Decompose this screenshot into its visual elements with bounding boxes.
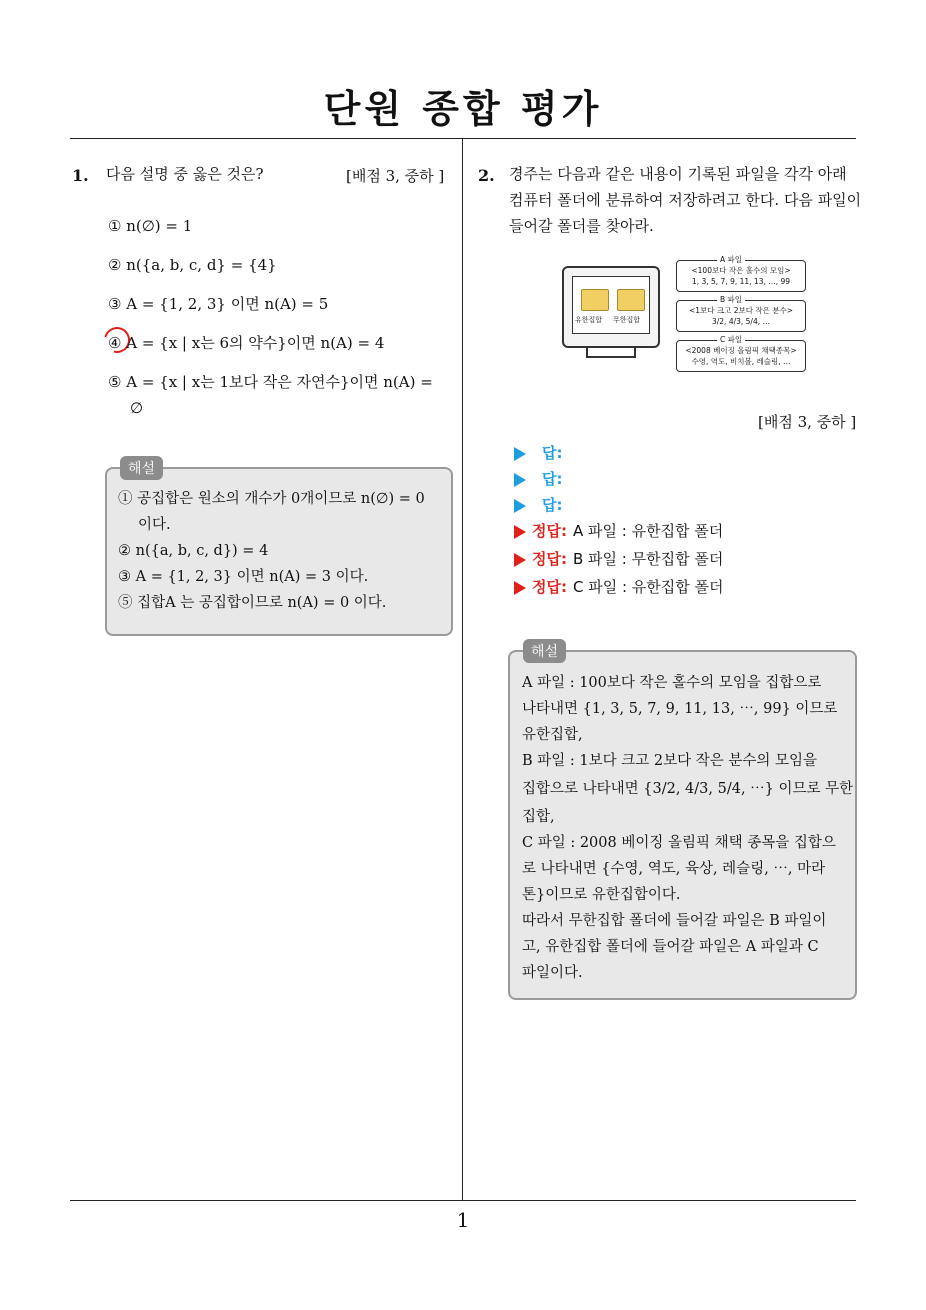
answer-row[interactable]: 답: (514, 468, 563, 489)
play-triangle-icon (514, 499, 526, 513)
computer-folder-illustration (558, 256, 810, 368)
folder-icon (581, 289, 609, 311)
q2-explanation-line: C 파일 : 2008 베이징 올림픽 채택 종목을 집합으 (522, 835, 836, 851)
answer-row[interactable]: 답: (514, 494, 563, 515)
play-triangle-icon (514, 473, 526, 487)
q1-explanation-line: ② n({a, b, c, d}) = 4 (118, 543, 269, 559)
q2-explanation-line: 나타내면 {1, 3, 5, 7, 9, 11, 13, ⋯, 99} 이므로 (522, 701, 838, 717)
triangle-outline-icon (514, 581, 526, 595)
q1-explanation-line: ① 공집합은 원소의 개수가 0개이므로 n(∅) = 0 (118, 491, 425, 507)
file-a-note: A 파일 <100보다 작은 홀수의 모임> 1, 3, 5, 7, 9, 11, 13, …, 99 (676, 260, 806, 292)
answer-row[interactable]: 답: (514, 442, 563, 463)
q2-explanation-line: A 파일 : 100보다 작은 홀수의 모임을 집합으로 (522, 675, 822, 691)
triangle-outline-icon (514, 525, 526, 539)
q2-score: [배점 3, 중하 ] (758, 413, 857, 431)
correct-answer-row: 정답: A 파일 : 유한집합 폴더 (514, 520, 723, 541)
footer-divider (70, 1200, 856, 1201)
monitor-stand (586, 346, 636, 358)
q2-question-line: 들어갈 폴더를 찾아라. (509, 217, 654, 235)
q1-explanation-tag: 해설 (120, 456, 163, 480)
q1-explanation-line: ⑤ 집합A 는 공집합이므로 n(A) = 0 이다. (118, 595, 387, 611)
correct-answer-row: 정답: B 파일 : 무한집합 폴더 (514, 548, 723, 569)
folder-icon (617, 289, 645, 311)
q1-question: 다음 설명 중 옳은 것은? (106, 165, 264, 183)
page-title: 단원 종합 평가 (323, 87, 603, 131)
q1-explanation-line: ③ A = {1, 2, 3} 이면 n(A) = 3 이다. (118, 569, 369, 585)
q2-explanation-line: B 파일 : 1보다 크고 2보다 작은 분수의 모임을 (522, 753, 817, 769)
q2-explanation-tag: 해설 (523, 639, 566, 663)
q2-question-line: 경주는 다음과 같은 내용이 기록된 파일을 각각 아래 (509, 165, 847, 183)
monitor-screen (572, 276, 650, 334)
q1-choice-3[interactable]: ③ A = {1, 2, 3} 이면 n(A) = 5 (108, 295, 329, 313)
correct-answer-row: 정답: C 파일 : 유한집합 폴더 (514, 576, 724, 597)
q1-number: 1. (72, 166, 89, 185)
q1-choice-5[interactable]: ⑤ A = {x | x는 1보다 작은 자연수}이면 n(A) = (108, 373, 433, 391)
file-b-note: B 파일 <1보다 크고 2보다 작은 분수> 3/2, 4/3, 5/4, … (676, 300, 806, 332)
play-triangle-icon (514, 447, 526, 461)
q2-explanation-line: 로 나타내면 {수영, 역도, 육상, 레슬링, ⋯, 마라 (522, 861, 826, 877)
q1-choice-2[interactable]: ② n({a, b, c, d} = {4} (108, 256, 277, 274)
triangle-outline-icon (514, 553, 526, 567)
header-divider (70, 138, 856, 139)
q2-explanation-line: 집합으로 나타내면 {3/2, 4/3, 5/4, ⋯} 이므로 무한 (522, 781, 854, 797)
q1-choice-1[interactable]: ① n(∅) = 1 (108, 217, 193, 235)
q1-choice-4[interactable]: ④ A = {x | x는 6의 약수}이면 n(A) = 4 (108, 334, 385, 352)
q2-number: 2. (478, 166, 495, 185)
folder-label-infinite: 무한집합 (613, 316, 641, 324)
column-divider (462, 139, 463, 1201)
monitor-icon (562, 266, 660, 348)
q1-score: [배점 3, 중하 ] (346, 167, 445, 185)
q2-question-line: 컴퓨터 폴더에 분류하여 저장하려고 한다. 다음 파일이 (509, 191, 862, 209)
q1-explanation-line: 이다. (138, 517, 171, 533)
q2-explanation-line: 고, 유한집합 폴더에 들어갈 파일은 A 파일과 C (522, 939, 819, 955)
file-c-note: C 파일 <2008 베이징 올림픽 채택종목> 수영, 역도, 비치볼, 레슬링, … (676, 340, 806, 372)
q2-explanation-line: 유한집합, (522, 727, 583, 743)
q2-explanation-line: 톤}이므로 유한집합이다. (522, 887, 681, 903)
q2-explanation-line: 집합, (522, 809, 555, 825)
q1-choice-5-cont: ∅ (130, 399, 144, 417)
q2-explanation-line: 파일이다. (522, 965, 583, 981)
q2-explanation-line: 따라서 무한집합 폴더에 들어갈 파일은 B 파일이 (522, 913, 827, 929)
page-number: 1 (456, 1208, 470, 1232)
folder-label-finite: 유한집합 (575, 316, 603, 324)
